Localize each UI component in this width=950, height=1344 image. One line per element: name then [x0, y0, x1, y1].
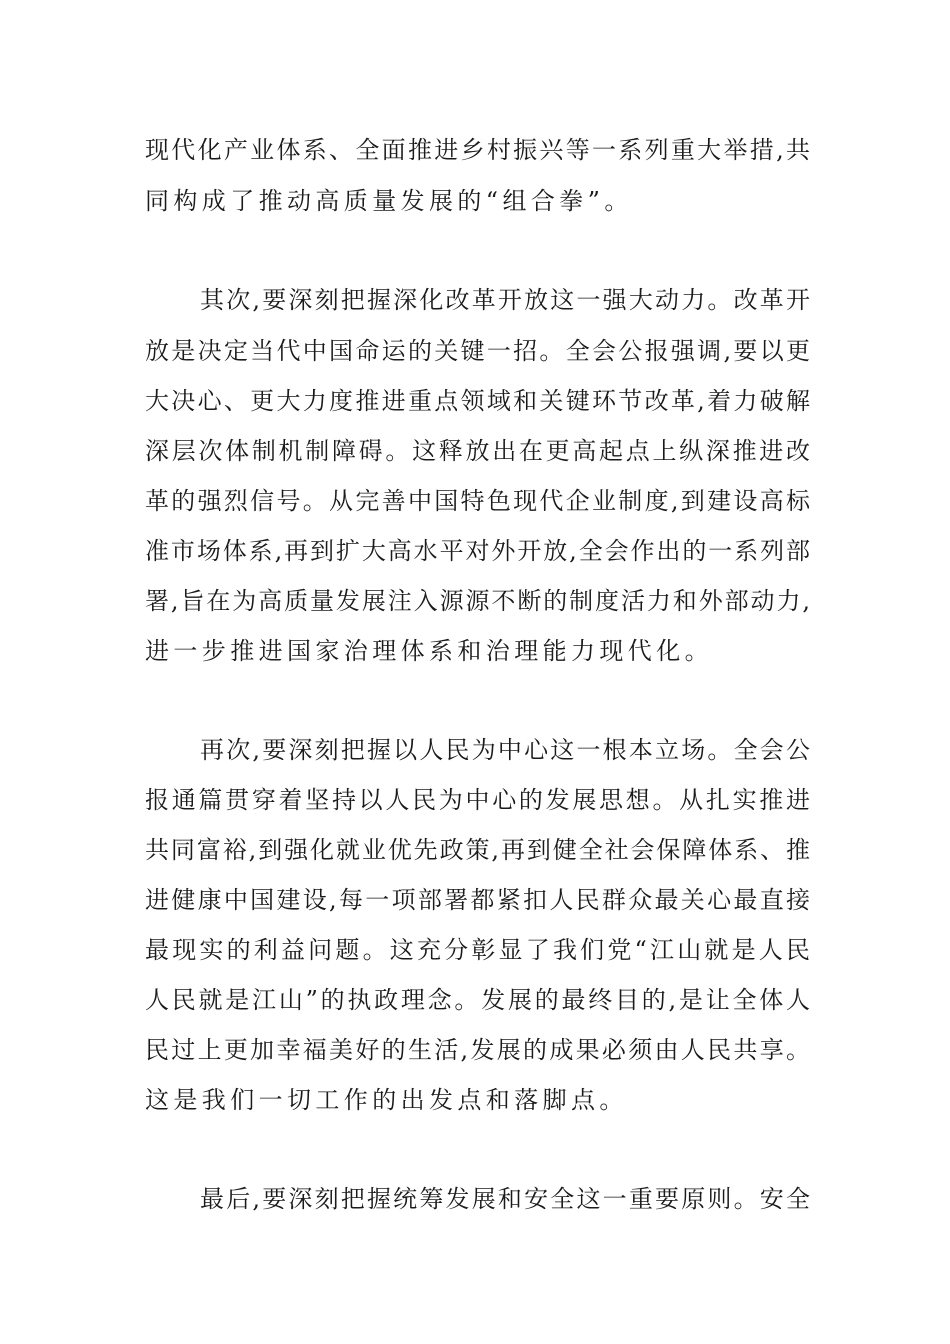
paragraph-0-line-2: 同构成了推动高质量发展的“组合拳”。 — [145, 187, 633, 215]
paragraph-1-line-2: 放是决定当代中国命运的关键一招。全会公报强调,要以更 — [145, 337, 810, 365]
paragraph-1-line-4: 深层次体制机制障碍。这释放出在更高起点上纵深推进改 — [145, 437, 810, 465]
paragraph-0-line-1: 现代化产业体系、全面推进乡村振兴等一系列重大举措,共 — [145, 136, 810, 164]
paragraph-2-line-7: 民过上更加幸福美好的生活,发展的成果必须由人民共享。 — [145, 1036, 810, 1064]
paragraph-2-line-4: 进健康中国建设,每一项部署都紧扣人民群众最关心最直接 — [145, 886, 810, 914]
paragraph-3-line-1: 最后,要深刻把握统筹发展和安全这一重要原则。安全 — [200, 1185, 810, 1213]
paragraph-2-line-8: 这是我们一切工作的出发点和落脚点。 — [145, 1086, 628, 1114]
paragraph-1-line-8: 进一步推进国家治理体系和治理能力现代化。 — [145, 637, 713, 665]
paragraph-1-line-6: 准市场体系,再到扩大高水平对外开放,全会作出的一系列部 — [145, 537, 810, 565]
paragraph-2-line-5: 最现实的利益问题。这充分彰显了我们党“江山就是人民 — [145, 936, 810, 964]
paragraph-1-line-3: 大决心、更大力度推进重点领域和关键环节改革,着力破解 — [145, 387, 810, 415]
paragraph-1-line-5: 革的强烈信号。从完善中国特色现代企业制度,到建设高标 — [145, 487, 810, 515]
paragraph-1-line-7: 署,旨在为高质量发展注入源源不断的制度活力和外部动力, — [145, 587, 810, 615]
paragraph-2-line-2: 报通篇贯穿着坚持以人民为中心的发展思想。从扎实推进 — [145, 786, 810, 814]
paragraph-1-line-1: 其次,要深刻把握深化改革开放这一强大动力。改革开 — [200, 286, 810, 314]
paragraph-2-line-1: 再次,要深刻把握以人民为中心这一根本立场。全会公 — [200, 736, 810, 764]
paragraph-2-line-3: 共同富裕,到强化就业优先政策,再到健全社会保障体系、推 — [145, 836, 810, 864]
paragraph-2-line-6: 人民就是江山”的执政理念。发展的最终目的,是让全体人 — [145, 986, 810, 1014]
